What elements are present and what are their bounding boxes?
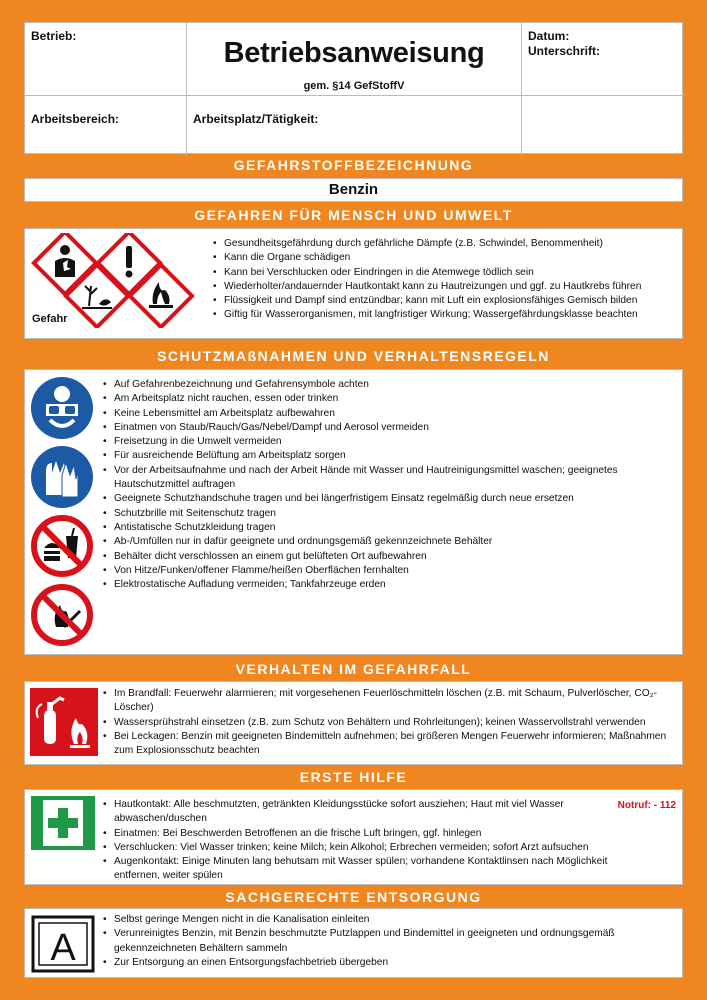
gefahren-list xyxy=(213,237,678,323)
list-item: • Verunreinigtes Benzin, mit Benzin beschmutzte Putzlappen und Bindemittel in geeigneten und ordnungsgemäß gekennzeichneten Behältern sammeln xyxy=(103,927,678,956)
no-eating-drinking-icon xyxy=(31,515,93,577)
list-item: • Hautkontakt: Alle beschmutzten, getränkten Kleidungsstücke sofort ausziehen; Haut mit viel Wasser abwaschen/duschen xyxy=(103,798,608,827)
list-item: • Zur Entsorgung an einen Entsorgungsfachbetrieb übergeben xyxy=(103,956,678,970)
list-item: • Augenkontakt: Einige Minuten lang behutsam mit Wasser spülen; vorhandene Kontaktlinsen nach Möglichkeit entfernen, weiter spülen xyxy=(103,855,608,884)
list-item: • Vor der Arbeitsaufnahme und nach der Arbeit Hände mit Wasser und Hautreinigungsmittel waschen; geeignetes Hautschutzmittel auftragen xyxy=(103,464,678,493)
signal-word: Gefahr xyxy=(32,313,68,325)
unterschrift-label: Unterschrift: xyxy=(528,44,601,58)
list-item: • Kann die Organe schädigen xyxy=(213,251,678,265)
arbeitsbereich-label: Arbeitsbereich: xyxy=(31,112,120,126)
list-item: • Elektrostatische Aufladung vermeiden; Tankfahrzeuge erden xyxy=(103,578,678,592)
list-item: • Am Arbeitsplatz nicht rauchen, essen oder trinken xyxy=(103,392,678,406)
gefahrfall-list xyxy=(103,687,678,758)
document-subtitle: gem. §14 GefStoffV xyxy=(303,80,405,92)
arbeitsplatz-label: Arbeitsplatz/Tätigkeit: xyxy=(193,112,319,126)
list-item: • Behälter dicht verschlossen an einem gut belüfteten Ort aufbewahren xyxy=(103,550,678,564)
list-item: • Schutzbrille mit Seitenschutz tragen xyxy=(103,507,678,521)
disposal-letter: A xyxy=(50,927,76,969)
section-title-entsorgung: SACHGERECHTE ENTSORGUNG xyxy=(225,889,482,905)
schutz-box xyxy=(24,369,683,655)
list-item: • Kann bei Verschlucken oder Eindringen in die Atemwege tödlich sein xyxy=(213,266,678,280)
goggles-mandatory-icon xyxy=(31,377,93,439)
first-aid-icon xyxy=(31,796,95,850)
list-item: • Von Hitze/Funken/offener Flamme/heißen Oberflächen fernhalten xyxy=(103,564,678,578)
disposal-category-a-icon xyxy=(31,915,95,973)
section-title-gefahren: GEFAHREN FÜR MENSCH UND UMWELT xyxy=(194,207,513,223)
arbeitsplatz-cell[interactable] xyxy=(187,96,522,155)
safety-pictograms xyxy=(28,374,96,650)
arbeitsbereich-cell[interactable] xyxy=(25,96,187,155)
list-item: • Antistatische Schutzkleidung tragen xyxy=(103,521,678,535)
list-item: • Auf Gefahrenbezeichnung und Gefahrensymbole achten xyxy=(103,378,678,392)
section-title-gefahrfall: VERHALTEN IM GEFAHRFALL xyxy=(235,661,472,677)
list-item: • Geeignete Schutzhandschuhe tragen und bei längerfristigem Einsatz regelmäßig durch neue ersetzen xyxy=(103,492,678,506)
list-item: • Giftig für Wasserorganismen, mit langfristiger Wirkung; Wassergefährdungsklasse beachten xyxy=(213,308,678,322)
list-item: • Bei Leckagen: Benzin mit geeigneten Bindemitteln aufnehmen; bei größeren Mengen Feuerwehr informieren; Maßnahmen zum Explosionsschutz beachten xyxy=(103,730,678,759)
list-item: • Freisetzung in die Umwelt vermeiden xyxy=(103,435,678,449)
no-open-flame-icon xyxy=(31,584,93,646)
datum-label: Datum: xyxy=(528,29,570,43)
list-item: • Einatmen von Staub/Rauch/Gas/Nebel/Dampf und Aerosol vermeiden xyxy=(103,421,678,435)
list-item: • Flüssigkeit und Dampf sind entzündbar; kann mit Luft ein explosionsfähiges Gemisch bilden xyxy=(213,294,678,308)
document-title: Betriebsanweisung xyxy=(223,37,485,69)
section-title-schutz: SCHUTZMAßNAHMEN UND VERHALTENSREGELN xyxy=(157,348,550,364)
list-item: • Keine Lebensmittel am Arbeitsplatz aufbewahren xyxy=(103,407,678,421)
gefahrfall-box xyxy=(24,681,683,765)
erste-hilfe-box xyxy=(24,789,683,885)
header-table xyxy=(24,22,683,154)
emergency-number: Notruf: - 112 xyxy=(617,800,676,811)
list-item: • Verschlucken: Viel Wasser trinken; keine Milch; kein Alkohol; Erbrechen vermeiden; sofort Arzt aufsuchen xyxy=(103,841,608,855)
section-title-erste-hilfe: ERSTE HILFE xyxy=(299,769,408,785)
list-item: • Für ausreichende Belüftung am Arbeitsplatz sorgen xyxy=(103,449,678,463)
list-item: • Einatmen: Bei Beschwerden Betroffenen an die frische Luft bringen, ggf. hinlegen xyxy=(103,827,608,841)
betrieb-cell[interactable] xyxy=(25,23,187,96)
gloves-mandatory-icon xyxy=(31,446,93,508)
list-item: • Wiederholter/andauernder Hautkontakt kann zu Hautreizungen und ggf. zu Hautkrebs führen xyxy=(213,280,678,294)
datum-cell[interactable] xyxy=(522,23,684,96)
schutz-list xyxy=(103,378,678,592)
gefahren-box xyxy=(24,228,683,339)
substance-name: Benzin xyxy=(24,178,683,202)
title-cell xyxy=(187,23,522,96)
betrieb-label: Betrieb: xyxy=(31,29,77,43)
list-item: • Ab-/Umfüllen nur in dafür geeignete und ordnungsgemäß gekennzeichnete Behälter xyxy=(103,535,678,549)
erste-hilfe-list xyxy=(103,798,608,884)
entsorgung-box xyxy=(24,908,683,978)
section-title-gefahrstoff: GEFAHRSTOFFBEZEICHNUNG xyxy=(233,157,474,173)
list-item: • Selbst geringe Mengen nicht in die Kanalisation einleiten xyxy=(103,913,678,927)
list-item: • Im Brandfall: Feuerwehr alarmieren; mit vorgesehenen Feuerlöschmitteln löschen (z.B. mit Schaum, Pulverlöscher, CO₂-Löscher) xyxy=(103,687,678,716)
entsorgung-list xyxy=(103,913,678,970)
empty-cell[interactable] xyxy=(522,96,684,155)
fire-extinguisher-icon xyxy=(30,688,98,756)
list-item: • Gesundheitsgefährdung durch gefährliche Dämpfe (z.B. Schwindel, Benommenheit) xyxy=(213,237,678,251)
list-item: • Wassersprühstrahl einsetzen (z.B. zum Schutz von Behältern und Rohrleitungen); keinen Wasservollstrahl verwenden xyxy=(103,716,678,730)
